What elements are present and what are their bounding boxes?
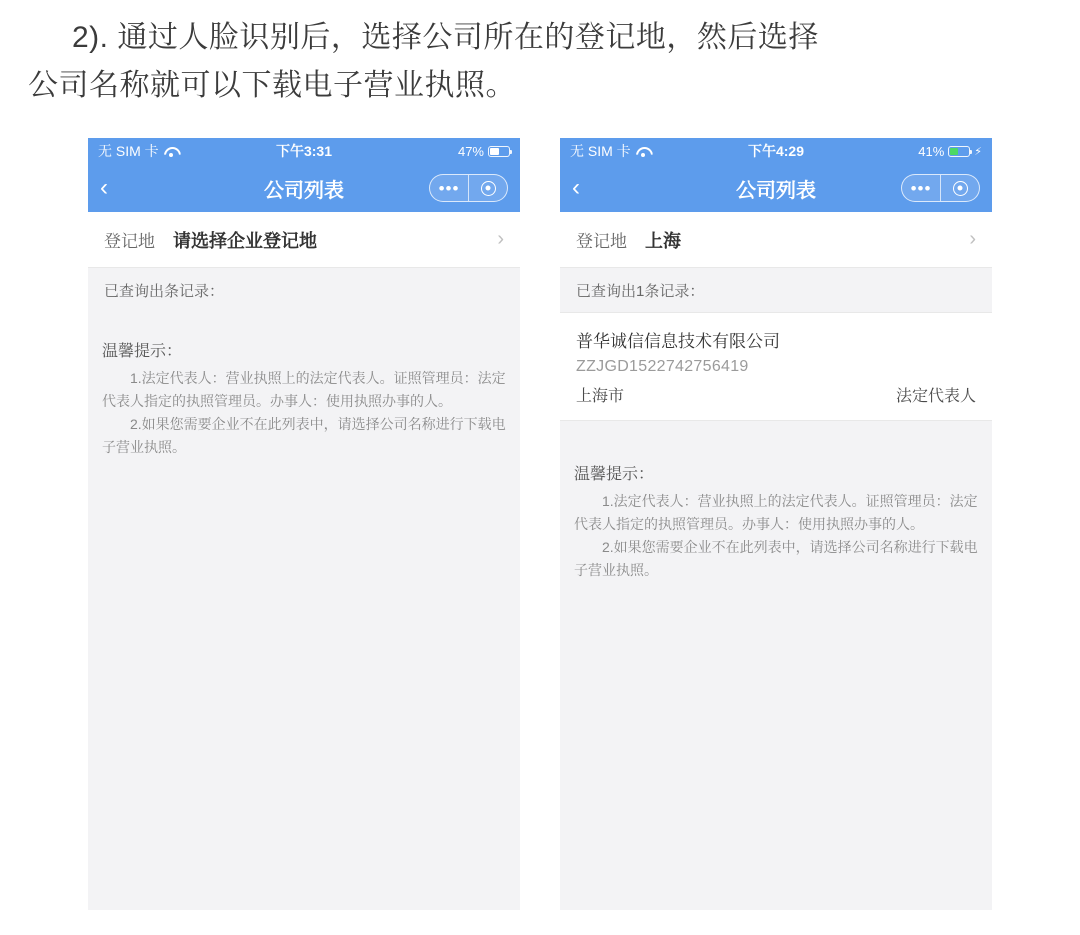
empty-list-area	[88, 312, 520, 338]
wechat-capsule-buttons	[429, 174, 508, 202]
tips-block	[560, 461, 992, 582]
status-bar	[560, 138, 992, 164]
company-list-item[interactable]	[560, 312, 992, 421]
company-role-badge: 法定代表人	[895, 388, 976, 405]
registration-region-label: 登记地	[104, 232, 155, 251]
tips-paragraph-2: 2.如果您需要企业不在此列表中，请选择公司名称进行下载电子营业执照。	[102, 416, 506, 455]
status-bar-time: 下午3:31	[275, 143, 333, 159]
chevron-right-icon: ›	[497, 228, 504, 250]
status-bar-time: 下午4:29	[747, 143, 805, 159]
instruction-line-1: 2). 通过人脸识别后，选择公司所在的登记地，然后选择	[72, 21, 819, 54]
company-code: ZZJGD1522742756419	[576, 358, 749, 375]
carrier-label: 无 SIM 卡	[98, 143, 159, 159]
tips-paragraph-2: 2.如果您需要企业不在此列表中，请选择公司名称进行下载电子营业执照。	[574, 539, 978, 578]
instruction-paragraph	[28, 14, 1052, 110]
registration-region-label: 登记地	[576, 232, 627, 251]
registration-region-row[interactable]	[88, 212, 520, 268]
list-bottom-gap	[560, 421, 992, 461]
wifi-icon	[636, 146, 650, 157]
phone-screenshot-right	[560, 138, 992, 910]
back-chevron-icon[interactable]: ‹	[572, 174, 580, 201]
registration-region-value: 请选择企业登记地	[173, 230, 317, 251]
battery-percent-label: 47%	[457, 143, 484, 159]
target-circle-icon[interactable]	[941, 175, 979, 201]
status-bar	[88, 138, 520, 164]
company-footer	[576, 383, 976, 406]
tips-block	[88, 338, 520, 459]
registration-region-value: 上海	[645, 230, 681, 251]
carrier-label: 无 SIM 卡	[570, 143, 631, 159]
instruction-line-2: 公司名称就可以下载电子营业执照。	[28, 69, 516, 102]
page-title: 公司列表	[264, 179, 344, 202]
phone-screenshot-left	[88, 138, 520, 910]
company-city: 上海市	[576, 388, 625, 405]
chevron-right-icon: ›	[969, 228, 976, 250]
status-bar-left	[98, 141, 178, 161]
status-bar-right	[458, 144, 510, 159]
page-title: 公司列表	[736, 179, 816, 202]
nav-bar	[88, 164, 520, 212]
target-circle-icon[interactable]	[469, 175, 507, 201]
battery-icon	[488, 146, 510, 157]
record-count-text: 已查询出条记录：	[88, 268, 520, 312]
nav-bar	[560, 164, 992, 212]
back-chevron-icon[interactable]: ‹	[100, 174, 108, 201]
status-bar-right	[918, 144, 982, 159]
tips-title: 温馨提示：	[102, 343, 183, 360]
phone-screenshots	[88, 138, 992, 910]
company-name: 普华诚信信息技术有限公司	[576, 332, 780, 351]
status-bar-left	[570, 141, 650, 161]
more-dots-icon[interactable]: •••	[438, 178, 460, 198]
battery-percent-label: 41%	[918, 143, 945, 159]
battery-icon	[948, 146, 970, 157]
registration-region-row[interactable]	[560, 212, 992, 268]
record-count-text: 已查询出1条记录：	[560, 268, 992, 312]
lightning-bolt-icon: ⚡	[974, 145, 982, 158]
more-dots-icon[interactable]: •••	[910, 178, 932, 198]
tips-title: 温馨提示：	[574, 466, 655, 483]
wifi-icon	[164, 146, 178, 157]
tips-paragraph-1: 1.法定代表人：营业执照上的法定代表人。证照管理员：法定代表人指定的执照管理员。办事人：使用执照办事的人。	[102, 370, 506, 409]
wechat-capsule-buttons	[901, 174, 980, 202]
tips-paragraph-1: 1.法定代表人：营业执照上的法定代表人。证照管理员：法定代表人指定的执照管理员。办事人：使用执照办事的人。	[574, 493, 978, 532]
